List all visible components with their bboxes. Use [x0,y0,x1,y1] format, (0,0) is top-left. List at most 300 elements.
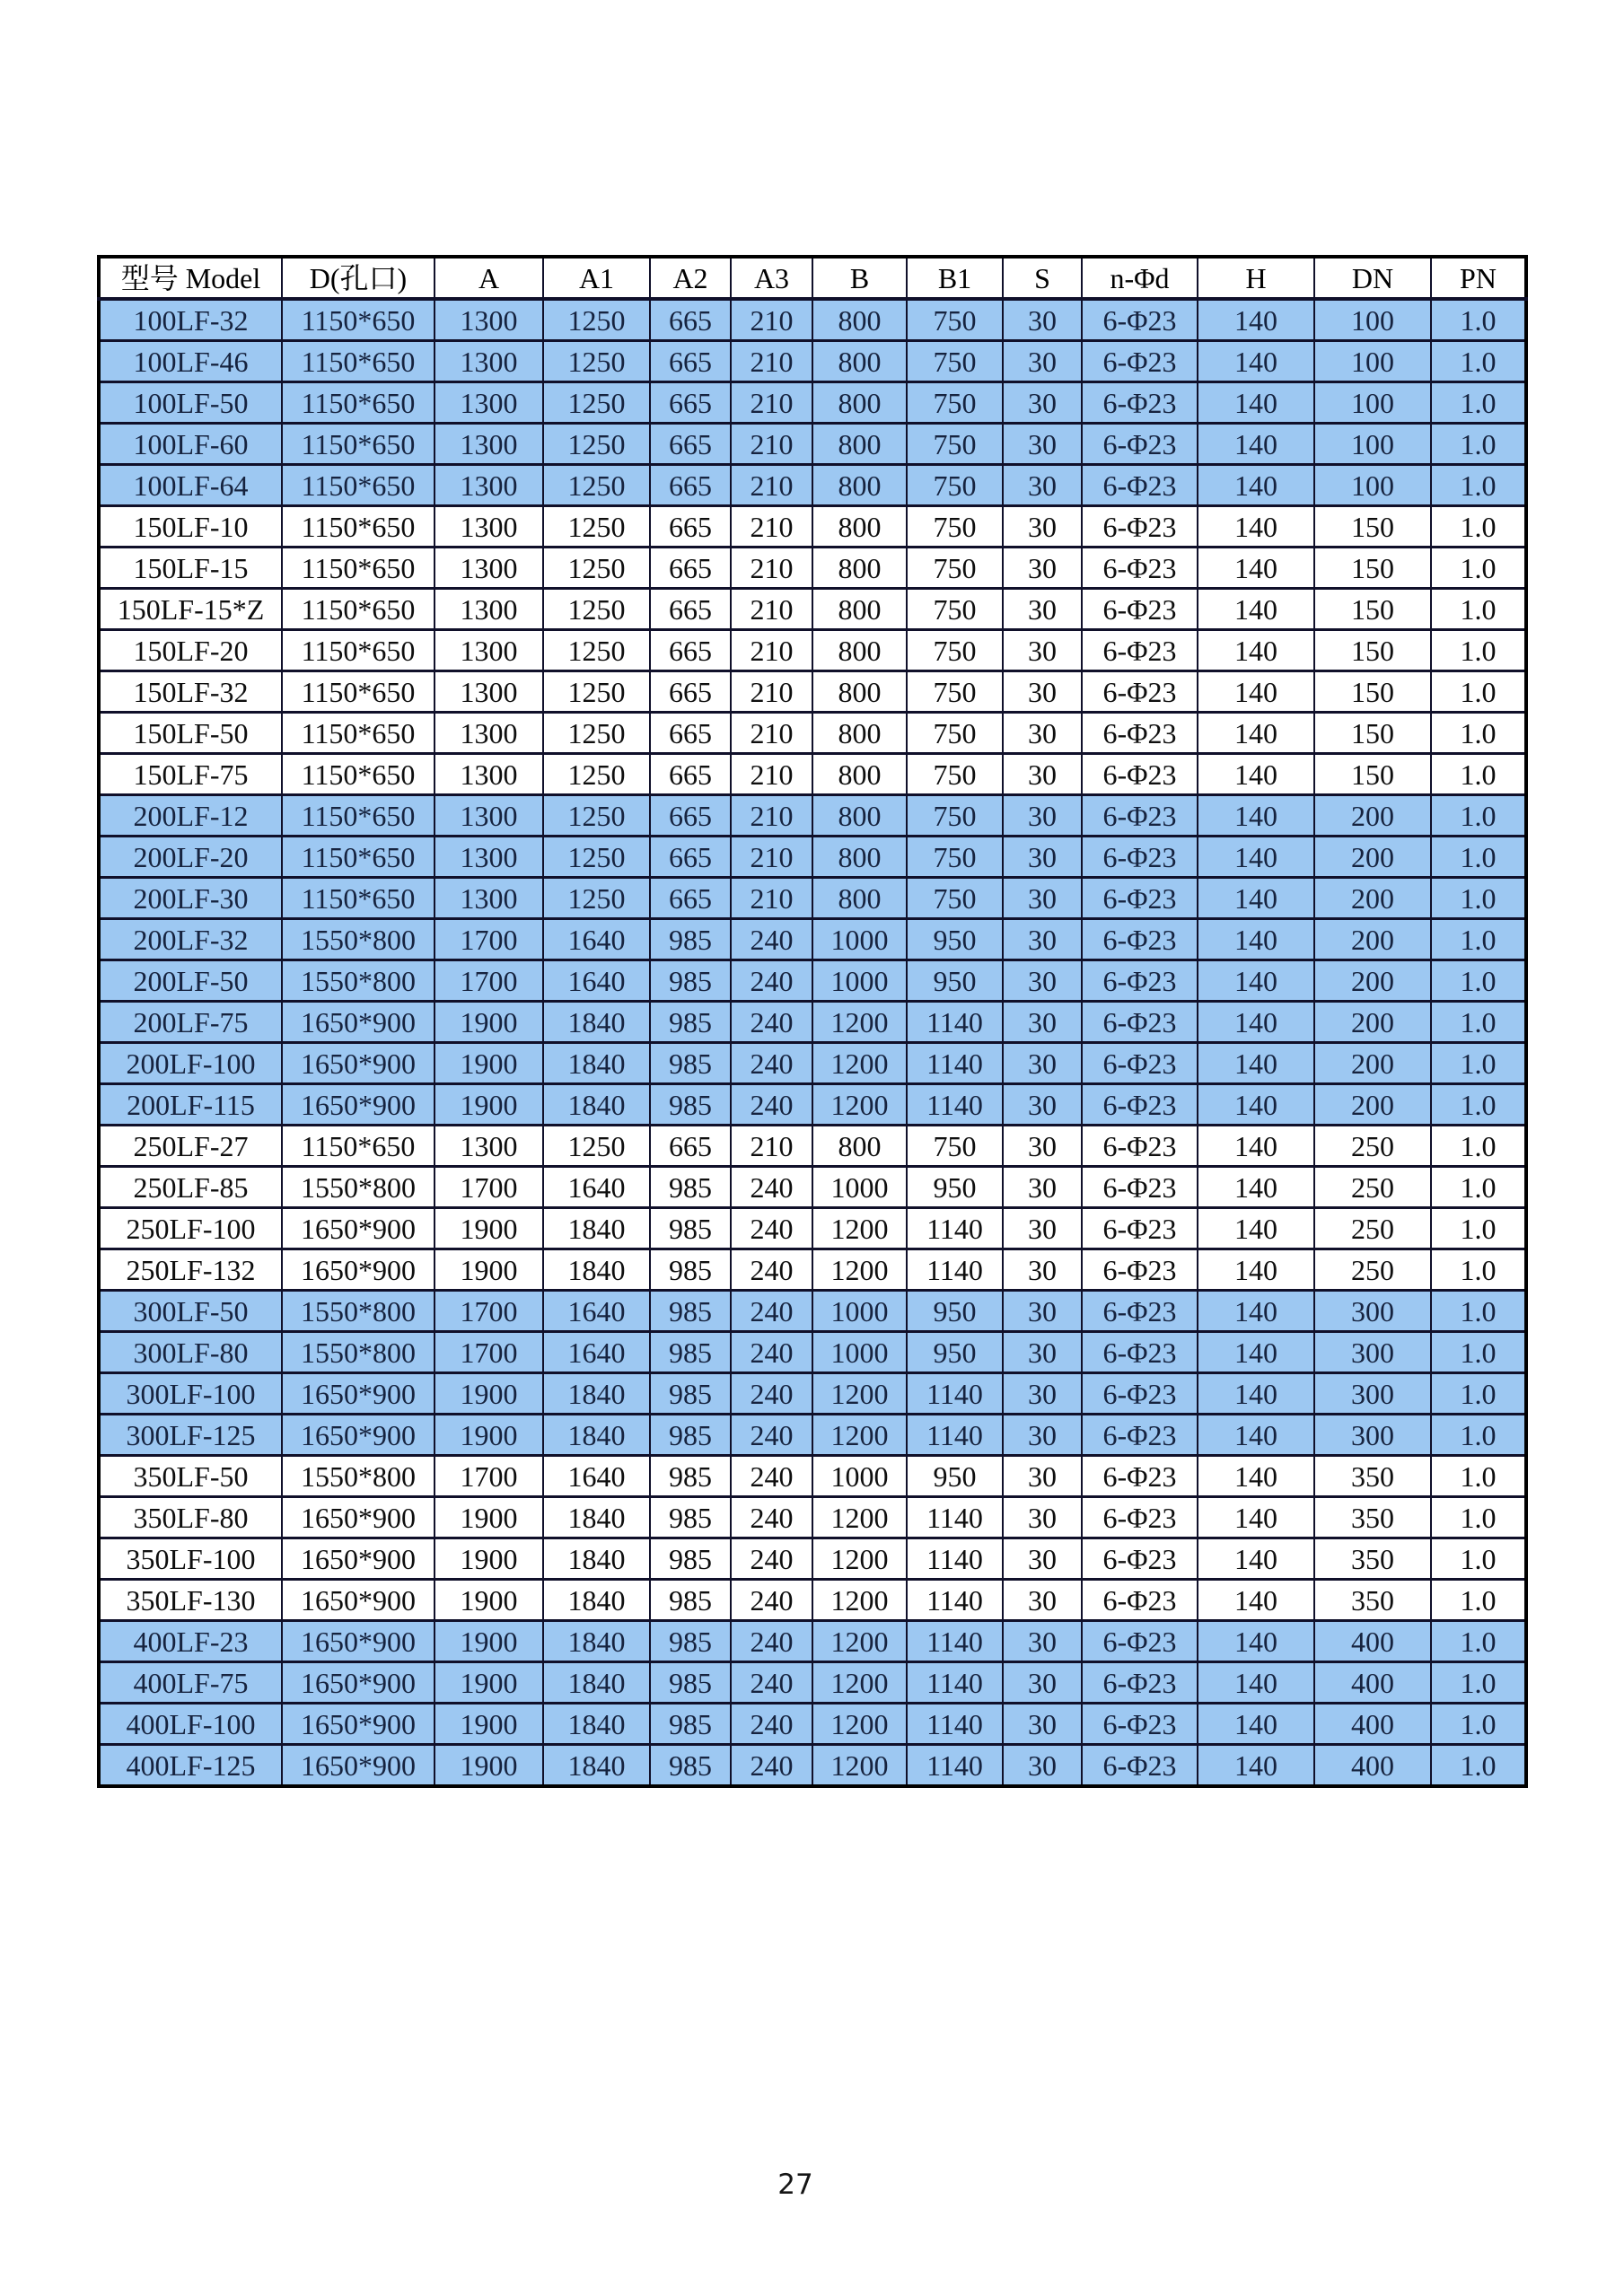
table-cell: 750 [907,341,1003,382]
table-cell: 240 [731,1043,812,1084]
table-cell: 1.0 [1431,713,1526,754]
table-cell: 1.0 [1431,1497,1526,1538]
table-cell: 1250 [543,795,650,837]
table-cell: 6-Φ23 [1082,1497,1198,1538]
table-cell: 1.0 [1431,1704,1526,1745]
table-cell: 1650*900 [282,1249,435,1291]
table-cell: 1.0 [1431,465,1526,506]
table-cell: 1700 [435,1456,543,1497]
table-cell: 985 [650,1621,731,1662]
table-cell: 1900 [435,1249,543,1291]
table-cell: 1140 [907,1745,1003,1787]
column-header-12: PN [1431,257,1526,299]
table-cell: 30 [1003,1415,1082,1456]
table-cell: 1550*800 [282,1291,435,1332]
table-cell: 665 [650,589,731,630]
table-cell: 140 [1198,382,1314,424]
table-cell: 1300 [435,299,543,341]
table-row [99,713,1526,754]
table-cell: 1.0 [1431,671,1526,713]
table-cell: 300 [1314,1373,1431,1415]
table-cell: 800 [812,506,907,548]
table-cell: 1900 [435,1538,543,1580]
table-cell: 30 [1003,382,1082,424]
table-cell: 6-Φ23 [1082,465,1198,506]
table-cell: 1650*900 [282,1043,435,1084]
table-cell: 800 [812,341,907,382]
table-cell: 30 [1003,1043,1082,1084]
table-cell: 1840 [543,1621,650,1662]
table-cell: 1840 [543,1704,650,1745]
table-cell: 30 [1003,837,1082,878]
table-cell: 1140 [907,1373,1003,1415]
table-cell: 400 [1314,1621,1431,1662]
table-cell: 140 [1198,1291,1314,1332]
table-cell: 1840 [543,1002,650,1043]
table-cell: 800 [812,754,907,795]
column-header-3: A1 [543,257,650,299]
table-cell: 665 [650,1126,731,1167]
table-cell: 1550*800 [282,919,435,960]
column-header-8: S [1003,257,1082,299]
table-cell: 6-Φ23 [1082,713,1198,754]
table-cell: 1840 [543,1208,650,1249]
table-cell: 1.0 [1431,589,1526,630]
table-cell: 1900 [435,1745,543,1787]
table-cell: 240 [731,1249,812,1291]
table-cell: 750 [907,837,1003,878]
table-cell: 985 [650,1167,731,1208]
table-cell: 1140 [907,1208,1003,1249]
table-cell: 150 [1314,589,1431,630]
table-row [99,341,1526,382]
table-cell: 200 [1314,837,1431,878]
table-row [99,919,1526,960]
table-row [99,754,1526,795]
table-cell: 1.0 [1431,630,1526,671]
table-cell: 1900 [435,1373,543,1415]
table-cell: 210 [731,837,812,878]
table-cell: 750 [907,878,1003,919]
column-header-9: n-Φd [1082,257,1198,299]
table-cell: 1300 [435,795,543,837]
table-cell: 1150*650 [282,795,435,837]
table-cell: 1650*900 [282,1538,435,1580]
table-cell: 1550*800 [282,1167,435,1208]
table-cell: 1900 [435,1415,543,1456]
table-cell: 1.0 [1431,1084,1526,1126]
table-cell: 240 [731,1332,812,1373]
table-cell: 1140 [907,1621,1003,1662]
table-cell: 1840 [543,1745,650,1787]
table-cell: 210 [731,795,812,837]
table-cell: 6-Φ23 [1082,754,1198,795]
table-cell: 140 [1198,1332,1314,1373]
table-cell: 240 [731,1497,812,1538]
table-cell: 6-Φ23 [1082,548,1198,589]
table-cell: 400 [1314,1745,1431,1787]
table-cell: 30 [1003,1167,1082,1208]
table-cell: 800 [812,299,907,341]
table-cell: 1250 [543,630,650,671]
table-cell: 6-Φ23 [1082,960,1198,1002]
table-cell: 6-Φ23 [1082,1332,1198,1373]
table-cell: 240 [731,1167,812,1208]
table-cell: 30 [1003,1084,1082,1126]
table-row [99,548,1526,589]
table-cell: 1200 [812,1249,907,1291]
table-row [99,1126,1526,1167]
table-row [99,424,1526,465]
table-cell: 1250 [543,465,650,506]
table-cell: 985 [650,1580,731,1621]
table-cell: 30 [1003,960,1082,1002]
table-cell: 30 [1003,1208,1082,1249]
table-row [99,1043,1526,1084]
table-cell: 210 [731,299,812,341]
table-cell: 1150*650 [282,589,435,630]
table-cell: 1550*800 [282,960,435,1002]
table-cell: 400 [1314,1662,1431,1704]
table-cell: 985 [650,1456,731,1497]
table-cell: 800 [812,1126,907,1167]
cell-model: 400LF-23 [99,1621,282,1662]
table-cell: 1700 [435,1332,543,1373]
table-cell: 30 [1003,1126,1082,1167]
table-cell: 1250 [543,589,650,630]
table-row [99,671,1526,713]
table-cell: 140 [1198,1456,1314,1497]
table-cell: 800 [812,465,907,506]
table-cell: 30 [1003,713,1082,754]
cell-model: 250LF-132 [99,1249,282,1291]
table-row [99,1167,1526,1208]
table-cell: 140 [1198,837,1314,878]
table-cell: 1840 [543,1497,650,1538]
table-cell: 665 [650,382,731,424]
table-row [99,299,1526,341]
cell-model: 200LF-115 [99,1084,282,1126]
table-cell: 1.0 [1431,878,1526,919]
table-cell: 1700 [435,960,543,1002]
table-cell: 985 [650,1208,731,1249]
table-cell: 1840 [543,1249,650,1291]
table-cell: 6-Φ23 [1082,1662,1198,1704]
column-header-4: A2 [650,257,731,299]
cell-model: 200LF-30 [99,878,282,919]
table-cell: 1000 [812,1167,907,1208]
table-cell: 1840 [543,1538,650,1580]
table-cell: 240 [731,1415,812,1456]
table-cell: 1650*900 [282,1415,435,1456]
table-row [99,465,1526,506]
table-cell: 985 [650,1084,731,1126]
table-cell: 1.0 [1431,919,1526,960]
table-row [99,1580,1526,1621]
table-cell: 140 [1198,299,1314,341]
table-cell: 140 [1198,1167,1314,1208]
table-cell: 1900 [435,1043,543,1084]
table-cell: 6-Φ23 [1082,1043,1198,1084]
table-cell: 30 [1003,754,1082,795]
cell-model: 100LF-50 [99,382,282,424]
table-cell: 240 [731,919,812,960]
table-cell: 1.0 [1431,341,1526,382]
table-cell: 1150*650 [282,341,435,382]
table-cell: 6-Φ23 [1082,506,1198,548]
table-cell: 1250 [543,341,650,382]
header-row [99,257,1526,299]
table-cell: 1.0 [1431,1002,1526,1043]
table-cell: 1150*650 [282,299,435,341]
table-cell: 30 [1003,424,1082,465]
table-cell: 140 [1198,630,1314,671]
table-cell: 30 [1003,1002,1082,1043]
table-cell: 1250 [543,506,650,548]
table-cell: 1640 [543,1456,650,1497]
table-row [99,837,1526,878]
table-cell: 985 [650,1745,731,1787]
table-cell: 140 [1198,548,1314,589]
table-cell: 985 [650,1002,731,1043]
table-cell: 665 [650,878,731,919]
table-cell: 140 [1198,589,1314,630]
table-cell: 1140 [907,1043,1003,1084]
table-cell: 30 [1003,671,1082,713]
table-cell: 1650*900 [282,1745,435,1787]
table-cell: 1.0 [1431,754,1526,795]
table-cell: 1640 [543,960,650,1002]
table-cell: 1150*650 [282,382,435,424]
table-cell: 1.0 [1431,1580,1526,1621]
table-cell: 210 [731,630,812,671]
table-cell: 240 [731,1704,812,1745]
table-row [99,506,1526,548]
table-cell: 665 [650,630,731,671]
table-cell: 100 [1314,382,1431,424]
table-row [99,1002,1526,1043]
table-row [99,878,1526,919]
column-header-5: A3 [731,257,812,299]
table-cell: 1640 [543,1332,650,1373]
table-cell: 6-Φ23 [1082,1002,1198,1043]
table-cell: 1700 [435,1167,543,1208]
table-cell: 800 [812,671,907,713]
cell-model: 250LF-85 [99,1167,282,1208]
cell-model: 200LF-32 [99,919,282,960]
table-cell: 1300 [435,671,543,713]
table-cell: 1.0 [1431,1332,1526,1373]
table-cell: 1.0 [1431,795,1526,837]
table-cell: 1140 [907,1497,1003,1538]
table-cell: 1300 [435,548,543,589]
table-cell: 1200 [812,1745,907,1787]
table-cell: 140 [1198,1704,1314,1745]
table-cell: 1300 [435,589,543,630]
table-cell: 6-Φ23 [1082,837,1198,878]
table-cell: 250 [1314,1249,1431,1291]
table-cell: 350 [1314,1538,1431,1580]
table-cell: 140 [1198,424,1314,465]
table-cell: 30 [1003,299,1082,341]
table-row [99,589,1526,630]
cell-model: 350LF-50 [99,1456,282,1497]
table-cell: 750 [907,382,1003,424]
table-row [99,1745,1526,1787]
table-cell: 200 [1314,1002,1431,1043]
table-cell: 30 [1003,1249,1082,1291]
table-cell: 800 [812,837,907,878]
table-cell: 6-Φ23 [1082,382,1198,424]
table-cell: 1000 [812,1291,907,1332]
table-cell: 1650*900 [282,1002,435,1043]
table-cell: 985 [650,960,731,1002]
table-cell: 140 [1198,1415,1314,1456]
table-cell: 1300 [435,382,543,424]
table-cell: 30 [1003,630,1082,671]
table-cell: 210 [731,754,812,795]
table-cell: 30 [1003,1456,1082,1497]
table-cell: 665 [650,795,731,837]
table-cell: 140 [1198,341,1314,382]
table-cell: 240 [731,1208,812,1249]
table-cell: 140 [1198,1662,1314,1704]
table-cell: 250 [1314,1208,1431,1249]
table-cell: 30 [1003,465,1082,506]
table-cell: 240 [731,1456,812,1497]
table-cell: 950 [907,960,1003,1002]
table-cell: 140 [1198,1084,1314,1126]
table-row [99,1373,1526,1415]
table-cell: 30 [1003,1662,1082,1704]
table-cell: 350 [1314,1497,1431,1538]
table-cell: 200 [1314,795,1431,837]
spec-table-body [99,299,1526,1786]
table-cell: 1200 [812,1662,907,1704]
table-cell: 1300 [435,424,543,465]
spec-table-header [99,257,1526,299]
table-cell: 1840 [543,1662,650,1704]
table-cell: 6-Φ23 [1082,1084,1198,1126]
table-cell: 1650*900 [282,1208,435,1249]
table-cell: 1000 [812,919,907,960]
cell-model: 250LF-100 [99,1208,282,1249]
table-cell: 750 [907,713,1003,754]
cell-model: 400LF-125 [99,1745,282,1787]
table-cell: 240 [731,1291,812,1332]
table-row [99,1538,1526,1580]
table-cell: 800 [812,548,907,589]
table-cell: 665 [650,341,731,382]
table-cell: 1140 [907,1662,1003,1704]
table-cell: 140 [1198,878,1314,919]
table-cell: 985 [650,919,731,960]
table-row [99,1332,1526,1373]
table-cell: 800 [812,795,907,837]
table-cell: 210 [731,878,812,919]
table-cell: 6-Φ23 [1082,1249,1198,1291]
table-cell: 150 [1314,713,1431,754]
table-cell: 1650*900 [282,1084,435,1126]
table-cell: 985 [650,1415,731,1456]
table-cell: 1.0 [1431,1291,1526,1332]
table-cell: 1200 [812,1621,907,1662]
table-cell: 140 [1198,1002,1314,1043]
cell-model: 200LF-50 [99,960,282,1002]
table-cell: 140 [1198,1538,1314,1580]
table-cell: 1900 [435,1580,543,1621]
table-cell: 1550*800 [282,1332,435,1373]
table-cell: 100 [1314,465,1431,506]
table-cell: 665 [650,671,731,713]
table-cell: 300 [1314,1332,1431,1373]
table-cell: 750 [907,1126,1003,1167]
table-cell: 1.0 [1431,424,1526,465]
table-cell: 800 [812,630,907,671]
cell-model: 150LF-20 [99,630,282,671]
table-cell: 1250 [543,754,650,795]
table-cell: 665 [650,299,731,341]
table-cell: 1300 [435,878,543,919]
table-cell: 140 [1198,1126,1314,1167]
table-cell: 1150*650 [282,630,435,671]
table-cell: 6-Φ23 [1082,1373,1198,1415]
table-row [99,1621,1526,1662]
table-cell: 200 [1314,878,1431,919]
table-cell: 1900 [435,1621,543,1662]
table-cell: 1.0 [1431,960,1526,1002]
table-cell: 6-Φ23 [1082,1621,1198,1662]
table-cell: 1250 [543,548,650,589]
cell-model: 300LF-125 [99,1415,282,1456]
table-cell: 1900 [435,1084,543,1126]
table-cell: 950 [907,1167,1003,1208]
table-cell: 1.0 [1431,1167,1526,1208]
column-header-6: B [812,257,907,299]
cell-model: 300LF-100 [99,1373,282,1415]
table-cell: 1250 [543,424,650,465]
table-cell: 1900 [435,1208,543,1249]
table-cell: 6-Φ23 [1082,1126,1198,1167]
table-row [99,1249,1526,1291]
table-cell: 1300 [435,1126,543,1167]
table-cell: 950 [907,1291,1003,1332]
table-cell: 140 [1198,1580,1314,1621]
table-cell: 1300 [435,754,543,795]
table-cell: 240 [731,1580,812,1621]
table-cell: 750 [907,795,1003,837]
table-cell: 750 [907,424,1003,465]
table-cell: 1.0 [1431,1745,1526,1787]
cell-model: 400LF-75 [99,1662,282,1704]
table-cell: 1300 [435,713,543,754]
table-cell: 30 [1003,1373,1082,1415]
table-cell: 800 [812,382,907,424]
table-cell: 1300 [435,341,543,382]
table-cell: 1650*900 [282,1621,435,1662]
table-cell: 1200 [812,1415,907,1456]
table-row [99,382,1526,424]
table-cell: 250 [1314,1126,1431,1167]
table-cell: 1200 [812,1538,907,1580]
table-row [99,1704,1526,1745]
table-cell: 30 [1003,1704,1082,1745]
table-cell: 140 [1198,919,1314,960]
table-cell: 985 [650,1497,731,1538]
table-cell: 1150*650 [282,878,435,919]
table-cell: 30 [1003,1332,1082,1373]
table-cell: 150 [1314,754,1431,795]
